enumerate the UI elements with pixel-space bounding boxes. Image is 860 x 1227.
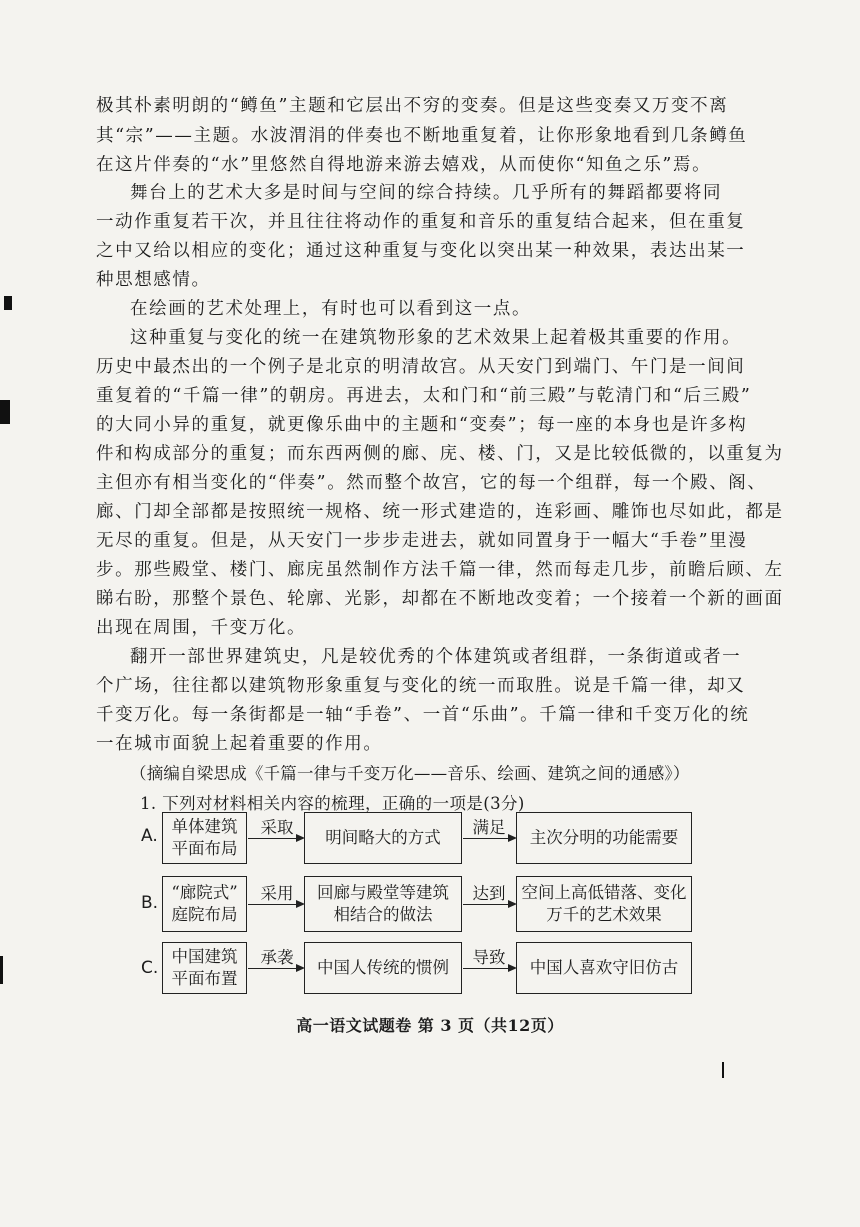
passage-line: 出现在周围，千变万化。 [96,618,307,638]
passage-line: 件和构成部分的重复；而东西两侧的廊、庑、楼、门，又是比较低微的，以重复为 [96,444,784,464]
box-text: 中国人喜欢守旧仿古 [529,958,679,977]
passage-line: 翻开一部世界建筑史，凡是较优秀的个体建筑或者组群，一条街道或者一 [130,647,742,667]
box-text: 平面布局 [171,839,238,858]
flow-box [516,942,692,994]
passage-source: （摘编自梁思成《千篇一律与千变万化——音乐、绘画、建筑之间的通感》） [130,764,690,783]
passage-line: 主但亦有相当变化的“伴奏”。然而整个故宫，它的每一个组群，每一个殿、阁、 [96,473,767,493]
box-text: 中国人传统的惯例 [317,958,449,977]
right-arrow-icon [248,968,303,969]
passage-line: 一在城市面貌上起着重要的作用。 [96,734,383,754]
flow-box [516,812,692,864]
page-footer: 高一语文试题卷 第 3 页（共12页） [296,1016,564,1035]
right-arrow-icon [463,904,515,905]
passage-line: 舞台上的艺术大多是时间与空间的综合持续。几乎所有的舞蹈都要将同 [130,183,723,203]
box-text: 庭院布局 [171,905,238,924]
passage-line: 廊、门却全部都是按照统一规格、统一形式建造的，连彩画、雕饰也尽如此，都是 [96,502,784,522]
passage-line: 的大同小异的重复，就更像乐曲中的主题和“变奏”；每一座的本身也是许多构 [96,415,748,435]
right-arrow-icon [463,968,515,969]
passage-line: 无尽的重复。但是，从天安门一步步走进去，就如同置身于一幅大“手卷”里漫 [96,531,748,551]
box-text: 回廊与殿堂等建筑 [317,883,449,902]
passage-line: 千变万化。每一条街都是一轴“手卷”、一首“乐曲”。千篇一律和千变万化的统 [96,705,750,725]
box-text: 中国建筑 [171,947,238,966]
right-arrow-icon [463,838,515,839]
arrow-label: 满足 [472,818,506,837]
arrow-label: 导致 [472,948,506,967]
flow-box [162,942,247,994]
box-text: 平面布置 [171,969,238,988]
scan-mark [0,956,3,984]
option-letter: A. [141,826,158,846]
box-text: 空间上高低错落、变化 [521,883,687,902]
passage-line: 在绘画的艺术处理上，有时也可以看到这一点。 [130,299,532,319]
box-text: 相结合的做法 [333,905,433,924]
passage-line: 重复着的“千篇一律”的朝房。再进去，太和门和“前三殿”与乾清门和“后三殿” [96,386,752,406]
arrow-label: 采取 [260,818,294,837]
passage-line: 这种重复与变化的统一在建筑物形象的艺术效果上起着极其重要的作用。 [130,328,742,348]
arrow-label: 采用 [260,884,294,903]
scan-mark [722,1062,724,1078]
arrow-label: 承袭 [260,948,294,967]
flow-box [162,812,247,864]
scan-mark [4,296,12,310]
passage-line: 历史中最杰出的一个例子是北京的明清故宫。从天安门到端门、午门是一间间 [96,357,746,377]
box-text: “廊院式” [171,883,238,902]
passage-line: 之中又给以相应的变化；通过这种重复与变化以突出某一种效果，表达出某一 [96,241,746,261]
question-stem: 1. 下列对材料相关内容的梳理，正确的一项是(3分) [140,794,525,813]
box-text: 单体建筑 [171,817,238,836]
passage-line: 极其朴素明朗的“鳟鱼”主题和它层出不穷的变奏。但是这些变奏又万变不离 [96,96,729,116]
flow-box [304,812,462,864]
option-letter: C. [141,958,159,978]
passage-line: 一动作重复若干次，并且往往将动作的重复和音乐的重复结合起来，但在重复 [96,212,746,232]
flow-box [516,876,692,932]
flow-box [162,876,247,932]
flow-box [304,942,462,994]
flow-box [304,876,462,932]
passage-line: 在这片伴奏的“水”里悠然自得地游来游去嬉戏，从而使你“知鱼之乐”焉。 [96,155,712,175]
right-arrow-icon [248,838,303,839]
passage-line: 睇右盼，那整个景色、轮廓、光影，却都在不断地改变着；一个接着一个新的画面 [96,589,784,609]
box-text: 主次分明的功能需要 [529,828,679,847]
box-text: 万千的艺术效果 [546,905,662,924]
passage-line: 种思想感情。 [96,270,211,290]
passage-line: 个广场，往往都以建筑物形象重复与变化的统一而取胜。说是千篇一律，却又 [96,676,746,696]
arrow-label: 达到 [472,884,506,903]
right-arrow-icon [248,904,303,905]
scan-mark [0,400,10,424]
passage-line: 其“宗”——主题。水波渭涓的伴奏也不断地重复着，让你形象地看到几条鳟鱼 [96,126,748,146]
passage-line: 步。那些殿堂、楼门、廊庑虽然制作方法千篇一律，然而每走几步，前瞻后顾、左 [96,560,784,580]
option-letter: B. [141,893,159,913]
box-text: 明间略大的方式 [325,828,441,847]
